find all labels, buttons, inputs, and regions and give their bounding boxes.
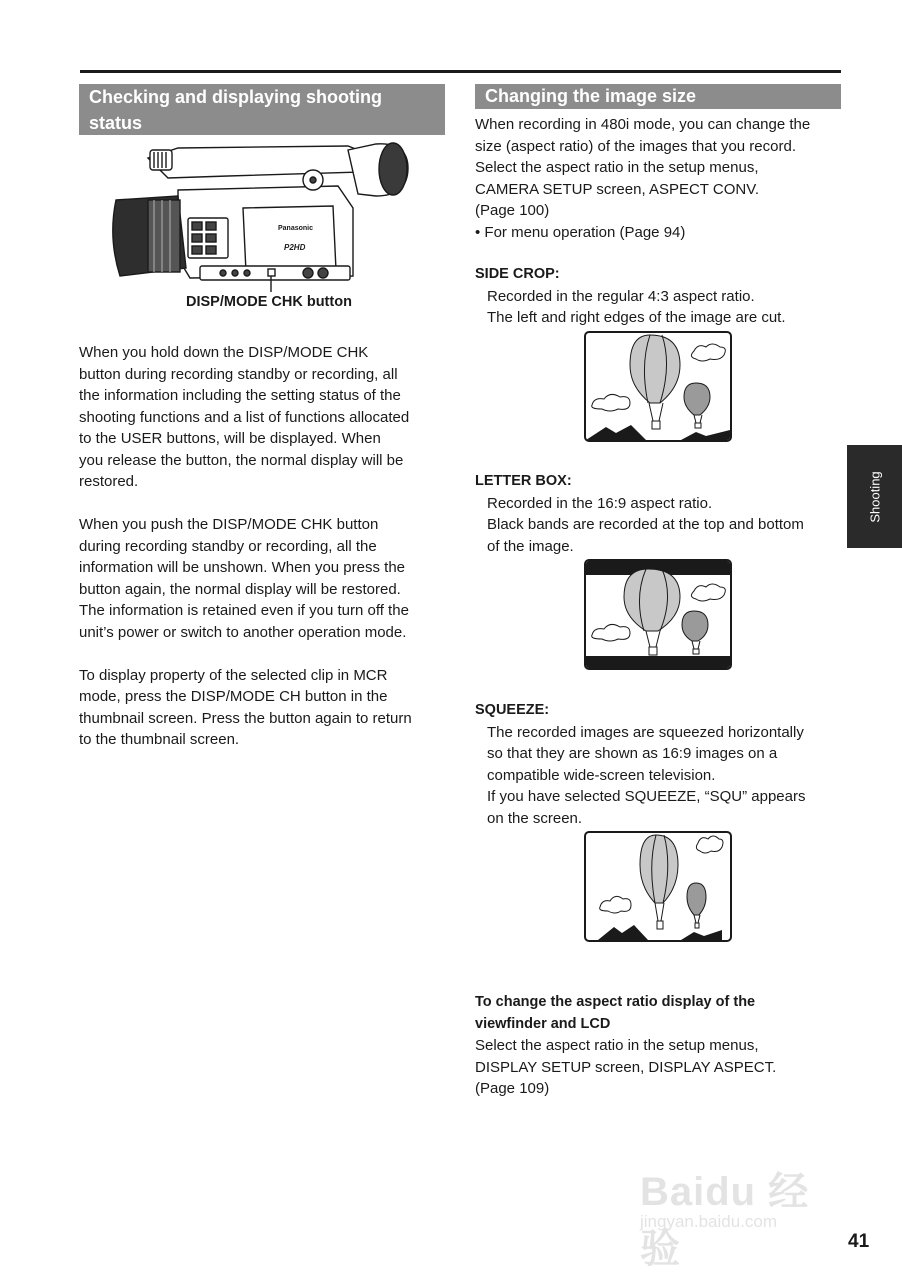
- squeeze-line: If you have selected SQUEEZE, “SQU” appears: [487, 788, 806, 805]
- bullet-text: For menu operation (Page 94): [484, 223, 686, 241]
- line: mode, press the DISP/MODE CH button in the: [79, 688, 388, 705]
- line: to the USER buttons, will be displayed. When: [79, 430, 381, 447]
- squeeze-image: [584, 831, 732, 942]
- balloon-scene-icon: [586, 333, 730, 440]
- heading-line-1: Checking and displaying shooting: [89, 87, 383, 107]
- line: unit’s power or switch to another operation mode.: [79, 623, 407, 641]
- line: To display property of the selected clip in MCR: [79, 666, 388, 684]
- aspect-display-block: [475, 992, 845, 1100]
- baidu-watermark: [640, 1140, 850, 1271]
- aspect-display-heading-2: viewfinder and LCD: [475, 1015, 611, 1032]
- line: information will be unshown. When you press the: [79, 559, 406, 576]
- watermark-line-2: jingyan.baidu.com: [640, 1212, 778, 1231]
- line: the information including the setting status of the: [79, 387, 401, 404]
- squeeze-line: so that they are shown as 16:9 images on a: [487, 745, 778, 762]
- side-crop-term: SIDE CROP:: [475, 266, 560, 282]
- top-rule: [80, 70, 841, 73]
- side-tab-label: Shooting: [867, 470, 882, 523]
- page-number: 41: [848, 1231, 870, 1252]
- watermark-line-1: Baidu 经验: [640, 1170, 810, 1271]
- paragraph-push-button: [79, 514, 449, 643]
- left-body: [79, 342, 449, 772]
- line: When recording in 480i mode, you can change the: [475, 116, 811, 133]
- intro-text: [475, 114, 845, 222]
- side-crop-block: [475, 264, 845, 329]
- line: during recording standby or recording, all the: [79, 537, 377, 555]
- line: to the thumbnail screen.: [79, 731, 240, 748]
- side-tab-shooting: [847, 445, 902, 548]
- balloon-scene-letterbox-icon: [586, 561, 730, 668]
- heading-line-2: status: [89, 113, 143, 133]
- line: thumbnail screen. Press the button again to return: [79, 709, 412, 727]
- paragraph-mcr-mode: [79, 665, 449, 751]
- aspect-display-heading-1: To change the aspect ratio display of the: [475, 994, 756, 1010]
- camera-logo: P2HD: [284, 243, 306, 252]
- line: button during recording standby or recording, all: [79, 365, 398, 383]
- camcorder-illustration: [108, 138, 418, 293]
- paragraph-hold-button: [79, 342, 449, 493]
- aspect-display-line: (Page 109): [475, 1080, 550, 1097]
- letter-box-line: Recorded in the 16:9 aspect ratio.: [487, 494, 713, 512]
- letter-box-line: Black bands are recorded at the top and bottom: [487, 516, 804, 533]
- line: shooting functions and a list of functions allocated: [79, 408, 410, 426]
- right-intro: [475, 114, 845, 243]
- side-crop-line: Recorded in the regular 4:3 aspect ratio.: [487, 287, 755, 305]
- side-crop-image: [584, 331, 732, 442]
- aspect-display-line: Select the aspect ratio in the setup menus,: [475, 1037, 759, 1054]
- balloon-scene-squeeze-icon: [586, 833, 730, 940]
- bullet-menu-operation: [475, 222, 845, 244]
- squeeze-term: SQUEEZE:: [475, 702, 550, 718]
- letter-box-term: LETTER BOX:: [475, 473, 572, 489]
- line: button again, the normal display will be restored.: [79, 580, 401, 598]
- letter-box-block: [475, 471, 845, 557]
- section-heading-shooting-status: [79, 84, 445, 135]
- line: you release the button, the normal display will be: [79, 451, 404, 469]
- line: restored.: [79, 473, 139, 490]
- camera-brand: Panasonic: [278, 225, 314, 232]
- section-heading-image-size: Changing the image size: [475, 84, 841, 109]
- line: When you hold down the DISP/MODE CHK: [79, 344, 369, 361]
- figure-caption: DISP/MODE CHK button: [186, 294, 352, 310]
- letter-box-image: [584, 559, 732, 670]
- squeeze-block: [475, 700, 845, 829]
- line: When you push the DISP/MODE CHK button: [79, 516, 379, 533]
- line: Select the aspect ratio in the setup menus,: [475, 159, 759, 176]
- line: size (aspect ratio) of the images that you record.: [475, 137, 796, 155]
- line: The information is retained even if you turn off the: [79, 602, 409, 619]
- line: (Page 100): [475, 202, 550, 219]
- squeeze-line: The recorded images are squeezed horizontally: [487, 723, 804, 741]
- letter-box-line: of the image.: [487, 537, 574, 555]
- line: CAMERA SETUP screen, ASPECT CONV.: [475, 180, 759, 198]
- side-crop-line: The left and right edges of the image are cut.: [487, 309, 786, 326]
- squeeze-line: on the screen.: [487, 809, 583, 827]
- bullet-icon: •: [475, 223, 485, 241]
- aspect-display-line: DISPLAY SETUP screen, DISPLAY ASPECT.: [475, 1058, 777, 1076]
- squeeze-line: compatible wide-screen television.: [487, 766, 716, 784]
